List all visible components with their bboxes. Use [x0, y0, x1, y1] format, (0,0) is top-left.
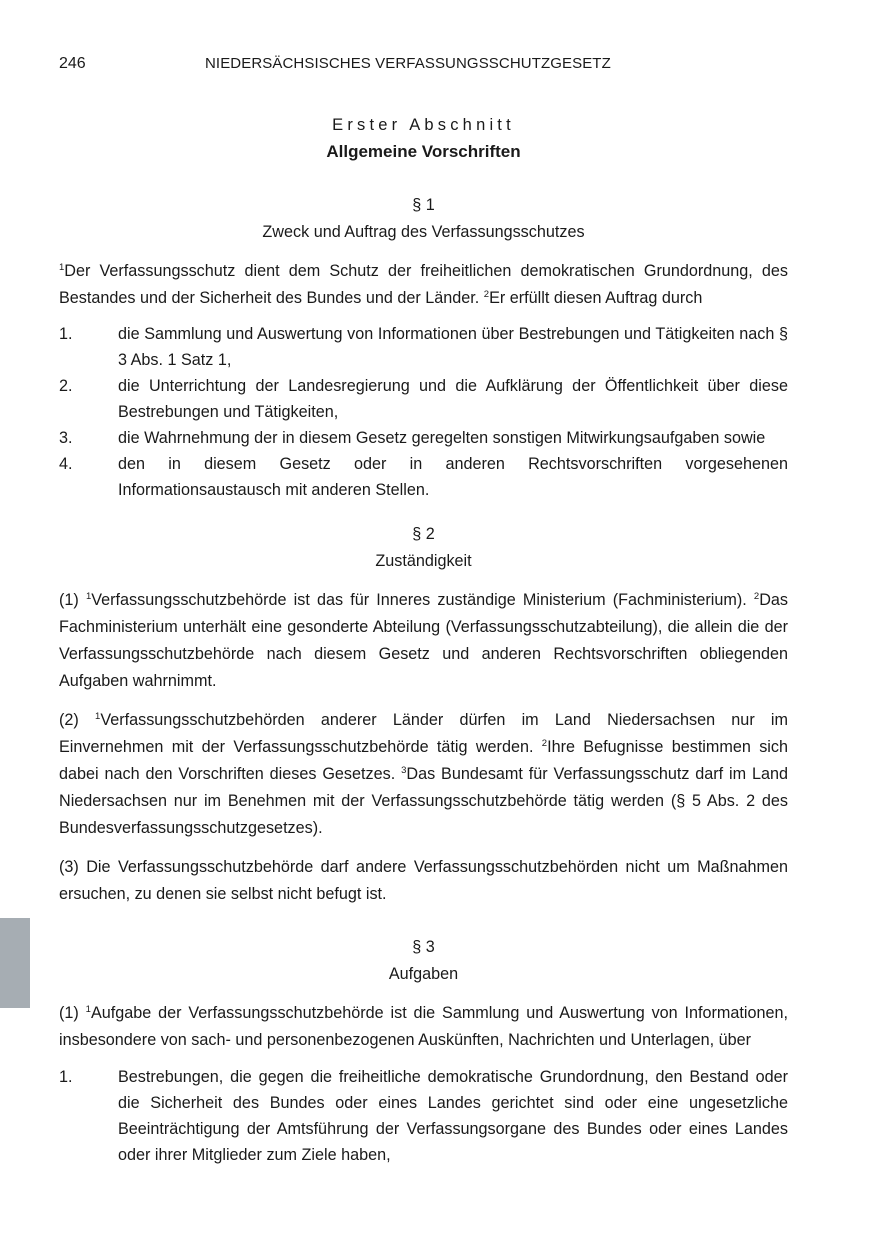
sentence: Ihre Befugnisse bestimmen sich dabei nach den Vorschriften dieses Gesetzes.: [59, 738, 788, 783]
paragraph-2-subsection-2: [59, 707, 788, 842]
paragraph-number-2: § 2: [412, 525, 435, 543]
sentence: Er erfüllt diesen Auftrag durch: [489, 289, 703, 307]
sentence-number: 2: [483, 289, 490, 300]
list-item-text: den in diesem Gesetz oder in anderen Rechtsvorschriften vorgesehenen Informationsaustausch mit anderen Stellen.: [118, 455, 788, 499]
sentence: Das Fachministerium unterhält eine gesonderte Abteilung (Verfassungsschutzabteilung), die allein die der Verfassungsschutzbehörde nach diesem Gesetz und anderen Rechtsvorschriften obliegenden Aufgaben wahrnimmt.: [59, 591, 789, 690]
list-item-number: 2.: [59, 377, 73, 395]
sentence: Verfassungsschutzbehörden anderer Länder dürfen im Land Niedersachsen nur im Einvernehmen mit der Verfassungsschutzbehörde tätig werden.: [59, 711, 789, 756]
sentence-number: 2: [541, 738, 548, 749]
list-item-number: 4.: [59, 455, 73, 473]
paragraph-number-3: § 3: [412, 938, 435, 956]
sentence: Aufgabe der Verfassungsschutzbehörde ist die Sammlung und Auswertung von Informationen, insbesondere von sach- und personenbezogenen Auskünften, Nachrichten und Unterlagen, über: [59, 1004, 789, 1049]
subsection-label: (1): [59, 1004, 86, 1022]
sentence-number: 1: [85, 591, 92, 602]
paragraph-1-intro: [59, 258, 788, 312]
sentence: Verfassungsschutzbehörde ist das für Inneres zuständige Ministerium (Fachministerium).: [91, 591, 754, 609]
list-item-text: die Wahrnehmung der in diesem Gesetz geregelten sonstigen Mitwirkungsaufgaben sowie: [118, 429, 766, 447]
list-item: [59, 1064, 788, 1168]
subsection-label: (1): [59, 591, 86, 609]
sentence-number: 1: [85, 1004, 91, 1015]
list-item: [59, 373, 788, 425]
list-item-number: 1.: [59, 1068, 73, 1086]
list-item: [59, 425, 788, 451]
list-item-text: die Sammlung und Auswertung von Informationen über Bestrebungen und Tätigkeiten nach § 3 Abs. 1 Satz 1,: [118, 325, 788, 369]
paragraph-2-subsection-3: [59, 854, 788, 908]
paragraph-title-3: Aufgaben: [388, 965, 459, 983]
list-item-text: Bestrebungen, die gegen die freiheitliche demokratische Grundordnung, den Bestand oder die Sicherheit des Bundes oder eines Landes gerichtet sind oder eine ungesetzliche Beeinträchtigung der Amtsführung der Verfassungsorgane des Bundes oder eines Landes oder ihrer Mitglieder zum Ziele haben,: [118, 1068, 788, 1164]
sentence: Das Bundesamt für Verfassungsschutz darf im Land Niedersachsen nur im Benehmen mit der Verfassungsschutzbehörde tätig werden (§ 5 Abs. 2 des Bundesverfassungsschutzgesetzes).: [59, 765, 789, 837]
sentence-number: 1: [95, 711, 101, 722]
list-item: [59, 451, 788, 503]
paragraph-3-intro: [59, 1000, 788, 1054]
paragraph-1-list: [59, 321, 788, 503]
paragraph-2-subsection-1: [59, 587, 788, 695]
subsection-label: (2): [59, 711, 96, 729]
sentence-number: 3: [401, 765, 407, 776]
section-kicker: Erster Abschnitt: [332, 116, 515, 134]
page-content: [59, 112, 788, 1168]
sentence-number: 2: [753, 591, 760, 602]
paragraph-number-1: § 1: [412, 196, 435, 214]
list-item-text: die Unterrichtung der Landesregierung und die Aufklärung der Öffentlichkeit über diese Bestrebungen und Tätigkeiten,: [118, 377, 788, 421]
thumb-index-tab: [0, 918, 30, 1008]
running-title: NIEDERSÄCHSISCHES VERFASSUNGSSCHUTZGESETZ: [205, 55, 611, 72]
section-title: Allgemeine Vorschriften: [326, 142, 521, 161]
page-header: [0, 55, 877, 79]
page-number: 246: [59, 55, 86, 72]
paragraph-3-list: [59, 1064, 788, 1168]
sentence-number: 1: [59, 262, 65, 273]
list-item-number: 1.: [59, 325, 73, 343]
sentence: (3) Die Verfassungsschutzbehörde darf andere Verfassungsschutzbehörden nicht um Maßnahmen ersuchen, zu denen sie selbst nicht befugt ist.: [59, 858, 788, 903]
paragraph-title-1: Zweck und Auftrag des Verfassungsschutzes: [262, 223, 585, 241]
list-item-number: 3.: [59, 429, 73, 447]
sentence: Der Verfassungsschutz dient dem Schutz der freiheitlichen demokratischen Grundordnung, des Bestandes und der Sicherheit des Bundes und der Länder.: [59, 262, 788, 307]
paragraph-title-2: Zuständigkeit: [375, 552, 472, 570]
list-item: [59, 321, 788, 373]
